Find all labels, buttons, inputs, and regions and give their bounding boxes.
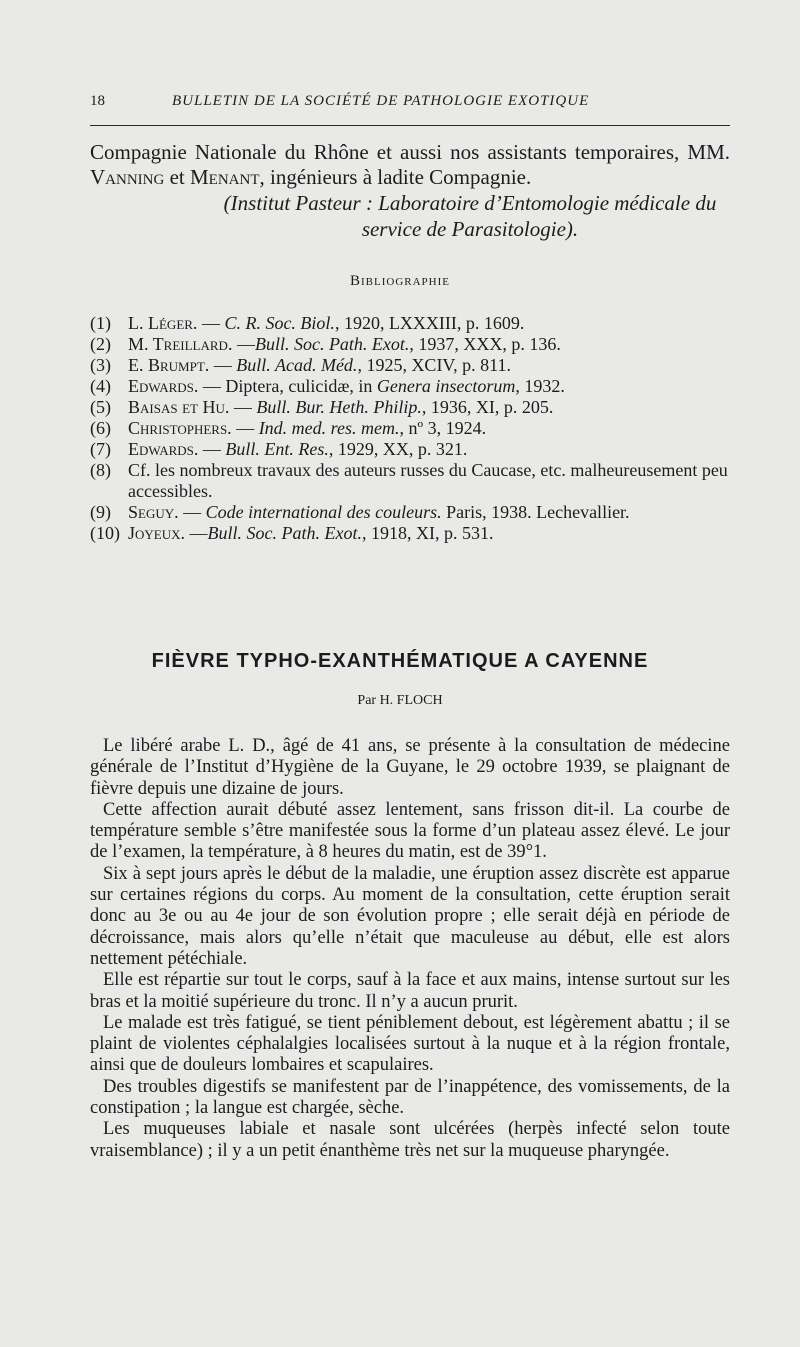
article-paragraph: Le malade est très fatigué, se tient péniblement debout, est légèrement abattu ; il se plaint de violentes céphalalgies localisées surtout à la nuque et à la région frontale, ainsi que de douleurs lombaires et scapulaires. bbox=[90, 1012, 730, 1076]
bibliography-entry bbox=[90, 523, 730, 544]
entry-details: , nº 3, 1924. bbox=[399, 418, 487, 438]
entry-author: E. Brumpt. bbox=[128, 355, 210, 375]
entry-number: (5) bbox=[90, 397, 111, 417]
entry-journal: C. R. Soc. Biol. bbox=[224, 313, 335, 333]
entry-details: , 1936, XI, p. 205. bbox=[421, 397, 554, 417]
intro-text-part1: Compagnie Nationale du Rhône et aussi nos assistants temporaires, MM. bbox=[90, 140, 730, 164]
article-paragraph: Cette affection aurait débuté assez lentement, sans frisson dit-il. La courbe de température semble s’être manifestée sous la forme d’un plateau assez élevé. Le jour de l’examen, la température, à 8 heures du matin, est de 39°1. bbox=[90, 799, 730, 863]
article-paragraph: Le libéré arabe L. D., âgé de 41 ans, se présente à la consultation de médecine générale de l’Institut d’Hygiène de la Guyane, le 29 octobre 1939, se plaignant de fièvre depuis une dizaine de jours. bbox=[90, 736, 730, 799]
header-rule bbox=[90, 125, 730, 126]
entry-journal: Genera insectorum bbox=[376, 376, 516, 396]
article-paragraph: Des troubles digestifs se manifestent par de l’inappétence, des vomissements, de la constipation ; la langue est chargée, sèche. bbox=[90, 1076, 730, 1119]
entry-details: , 1925, XCIV, p. 811. bbox=[357, 355, 511, 375]
entry-journal: Bull. Bur. Heth. Philip. bbox=[256, 397, 422, 417]
entry-number: (1) bbox=[90, 313, 111, 333]
intro-paragraph bbox=[90, 140, 730, 190]
bibliography-heading: Bibliographie bbox=[350, 273, 450, 289]
entry-details: , 1929, XX, p. 321. bbox=[328, 439, 468, 459]
bibliography-entry bbox=[90, 334, 730, 355]
intro-text-part3: , ingénieurs à ladite Compagnie. bbox=[259, 165, 532, 189]
entry-author: Baisas et Hu. bbox=[128, 397, 230, 417]
entry-prefix: Diptera, culicidæ, in bbox=[225, 376, 377, 396]
bibliography-entry bbox=[90, 418, 730, 439]
article-paragraph: Les muqueuses labiale et nasale sont ulcérées (herpès infecté selon toute vraisemblance) ; il y a un petit énanthème très net sur la muqueuse pharyngée. bbox=[90, 1119, 730, 1161]
entry-author: Edwards. bbox=[128, 439, 199, 459]
entry-journal: Bull. Soc. Path. Exot. bbox=[254, 334, 410, 354]
entry-details: , 1937, XXX, p. 136. bbox=[409, 334, 561, 354]
bibliography-entry bbox=[90, 355, 730, 376]
entry-details: Paris, 1938. Lechevallier. bbox=[441, 502, 630, 522]
entry-number: (8) bbox=[90, 460, 111, 480]
intro-name-vanning: Vanning bbox=[90, 165, 165, 189]
article-paragraph: Elle est répartie sur tout le corps, sauf à la face et aux mains, intense surtout sur les bras et la moitié supérieure du tronc. Il n’y a aucun prurit. bbox=[90, 970, 730, 1012]
entry-journal: Code international des couleurs. bbox=[205, 502, 442, 522]
intro-name-menant: Menant bbox=[189, 165, 260, 189]
entry-author: L. Léger. bbox=[128, 313, 198, 333]
article-title: FIÈVRE TYPHO-EXANTHÉMATIQUE A CAYENNE bbox=[151, 650, 649, 672]
article-byline: Par H. FLOCH bbox=[357, 693, 443, 708]
entry-details: , 1932. bbox=[515, 376, 565, 396]
entry-author: Seguy. bbox=[128, 502, 179, 522]
bibliography-entry bbox=[90, 439, 730, 460]
entry-details: , 1918, XI, p. 531. bbox=[361, 523, 494, 543]
page-number: 18 bbox=[90, 93, 105, 109]
entry-number: (9) bbox=[90, 502, 111, 522]
entry-number: (6) bbox=[90, 418, 111, 438]
bibliography-entry bbox=[90, 460, 730, 502]
entry-separator: — bbox=[198, 376, 226, 396]
article-paragraph: Six à sept jours après le début de la maladie, une éruption assez discrète est apparue sur certaines régions du corps. Au moment de la consultation, cette éruption serait donc au 3e ou au 4e jour de son évolution propre ; elle serait déjà en période de décroissance, mais alors qu’elle n’était que maculeuse au début, elle est alors nettement pétéchiale. bbox=[90, 863, 730, 969]
entry-number: (2) bbox=[90, 334, 111, 354]
entry-author: Christophers. bbox=[128, 418, 232, 438]
bibliography-list bbox=[90, 313, 730, 544]
entry-author: Joyeux. bbox=[128, 523, 185, 543]
bibliography-entry bbox=[90, 502, 730, 523]
entry-journal: Bull. Ent. Res. bbox=[225, 439, 329, 459]
bibliography-entry bbox=[90, 397, 730, 418]
entry-number: (7) bbox=[90, 439, 111, 459]
entry-author: Edwards. bbox=[128, 376, 199, 396]
entry-journal: Bull. Soc. Path. Exot. bbox=[207, 523, 362, 543]
entry-separator: — bbox=[209, 355, 237, 375]
entry-text: Cf. les nombreux travaux des auteurs russes du Caucase, etc. malheureusement peu accessibles. bbox=[128, 460, 728, 501]
running-header bbox=[90, 93, 730, 115]
entry-separator: — bbox=[185, 523, 208, 543]
entry-number: (4) bbox=[90, 376, 111, 396]
entry-author: M. Treillard. bbox=[128, 334, 233, 354]
entry-journal: Ind. med. res. mem. bbox=[258, 418, 400, 438]
entry-separator: — bbox=[231, 418, 259, 438]
entry-details: , 1920, LXXXIII, p. 1609. bbox=[334, 313, 525, 333]
entry-separator: — bbox=[198, 439, 226, 459]
running-title: BULLETIN DE LA SOCIÉTÉ DE PATHOLOGIE EXOTIQUE bbox=[172, 93, 590, 109]
entry-separator: — bbox=[197, 313, 225, 333]
bibliography-entry bbox=[90, 313, 730, 334]
entry-separator: — bbox=[178, 502, 206, 522]
entry-separator: — bbox=[232, 334, 255, 354]
entry-number: (3) bbox=[90, 355, 111, 375]
affiliation-source: (Institut Pasteur : Laboratoire d’Entomologie médicale du service de Parasitologie). bbox=[223, 191, 717, 241]
bibliography-entry bbox=[90, 376, 730, 397]
entry-journal: Bull. Acad. Méd. bbox=[236, 355, 358, 375]
article-body bbox=[90, 736, 730, 1162]
entry-number: (10) bbox=[90, 523, 120, 543]
entry-separator: — bbox=[229, 397, 257, 417]
intro-text-part2: et bbox=[164, 165, 190, 189]
